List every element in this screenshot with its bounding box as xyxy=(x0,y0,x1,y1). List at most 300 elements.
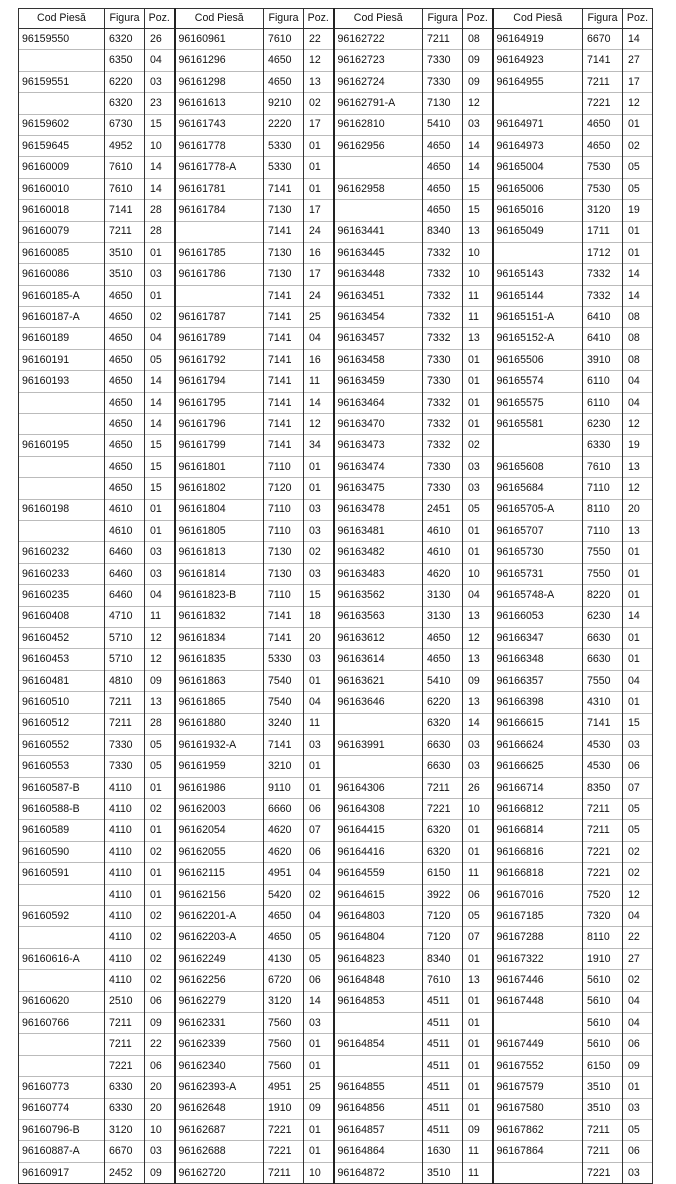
part-code-cell: 96164955 xyxy=(493,71,583,92)
figure-cell: 7141 xyxy=(264,328,304,349)
figure-cell: 7560 xyxy=(264,1012,304,1033)
part-code-cell: 96160481 xyxy=(19,670,105,691)
position-cell: 27 xyxy=(623,948,653,969)
position-cell: 05 xyxy=(623,799,653,820)
position-cell: 01 xyxy=(304,1055,334,1076)
position-cell: 07 xyxy=(463,927,493,948)
part-code-cell: 96161932-A xyxy=(175,734,264,755)
figure-cell: 8110 xyxy=(583,499,623,520)
position-cell: 14 xyxy=(145,414,175,435)
part-code-cell: 96162791-A xyxy=(334,93,423,114)
position-cell: 14 xyxy=(145,157,175,178)
figure-cell: 7211 xyxy=(264,1162,304,1183)
position-cell: 28 xyxy=(145,713,175,734)
figure-cell: 7520 xyxy=(583,884,623,905)
table-row xyxy=(19,71,653,92)
figure-cell: 1711 xyxy=(583,221,623,242)
part-code-cell: 96160620 xyxy=(19,991,105,1012)
part-code-cell: 96161792 xyxy=(175,349,264,370)
part-code-cell: 96167449 xyxy=(493,1034,583,1055)
position-cell: 04 xyxy=(304,906,334,927)
part-code-cell: 96166398 xyxy=(493,692,583,713)
part-code-cell xyxy=(19,884,105,905)
part-code-cell: 96166816 xyxy=(493,841,583,862)
position-cell: 04 xyxy=(463,585,493,606)
table-row xyxy=(19,649,653,670)
position-cell: 01 xyxy=(304,1034,334,1055)
figure-cell: 3120 xyxy=(264,991,304,1012)
figure-cell: 7332 xyxy=(423,242,463,263)
part-code-cell: 96167580 xyxy=(493,1098,583,1119)
table-row xyxy=(19,157,653,178)
position-cell: 14 xyxy=(623,264,653,285)
figure-cell: 7560 xyxy=(264,1034,304,1055)
part-code-cell: 96161784 xyxy=(175,200,264,221)
part-code-cell: 96163470 xyxy=(334,414,423,435)
table-row xyxy=(19,841,653,862)
position-cell: 09 xyxy=(145,1162,175,1183)
part-code-cell: 96164559 xyxy=(334,863,423,884)
position-cell: 12 xyxy=(145,649,175,670)
figure-cell: 6110 xyxy=(583,371,623,392)
figure-cell: 7330 xyxy=(105,734,145,755)
part-code-cell: 96160085 xyxy=(19,242,105,263)
position-cell: 14 xyxy=(145,178,175,199)
part-code-cell: 96161813 xyxy=(175,542,264,563)
part-code-cell: 96160233 xyxy=(19,563,105,584)
position-cell: 04 xyxy=(304,328,334,349)
position-cell: 02 xyxy=(145,927,175,948)
part-code-cell: 96165506 xyxy=(493,349,583,370)
part-code-cell: 96164854 xyxy=(334,1034,423,1055)
figure-cell: 4511 xyxy=(423,1055,463,1076)
figure-cell: 6410 xyxy=(583,328,623,349)
figure-cell: 7130 xyxy=(423,93,463,114)
part-code-cell: 96162249 xyxy=(175,948,264,969)
figure-cell: 2220 xyxy=(264,114,304,135)
figure-cell: 7530 xyxy=(583,157,623,178)
table-row xyxy=(19,435,653,456)
figure-cell: 7332 xyxy=(423,435,463,456)
position-cell: 15 xyxy=(145,456,175,477)
part-code-cell xyxy=(175,285,264,306)
part-code-cell: 96165006 xyxy=(493,178,583,199)
part-code-cell: 96165144 xyxy=(493,285,583,306)
position-cell: 10 xyxy=(463,242,493,263)
part-code-cell xyxy=(493,242,583,263)
position-cell: 06 xyxy=(304,841,334,862)
position-cell: 09 xyxy=(463,1119,493,1140)
part-code-cell xyxy=(19,392,105,413)
table-row xyxy=(19,820,653,841)
part-code-cell: 96159602 xyxy=(19,114,105,135)
figure-cell: 4650 xyxy=(105,285,145,306)
part-code-cell: 96163562 xyxy=(334,585,423,606)
part-code-cell: 96163441 xyxy=(334,221,423,242)
position-cell: 03 xyxy=(304,520,334,541)
position-cell: 03 xyxy=(463,456,493,477)
table-row xyxy=(19,264,653,285)
figure-cell: 4650 xyxy=(583,135,623,156)
part-code-cell xyxy=(19,1034,105,1055)
figure-cell: 7332 xyxy=(423,414,463,435)
position-cell: 12 xyxy=(623,884,653,905)
part-code-cell: 96164306 xyxy=(334,777,423,798)
figure-cell: 6110 xyxy=(583,392,623,413)
position-cell: 03 xyxy=(304,649,334,670)
part-code-cell: 96161835 xyxy=(175,649,264,670)
position-cell: 13 xyxy=(304,71,334,92)
part-code-cell: 96160452 xyxy=(19,627,105,648)
figure-cell: 7221 xyxy=(105,1055,145,1076)
figure-cell: 7211 xyxy=(423,29,463,50)
part-code-cell: 96161794 xyxy=(175,371,264,392)
part-code-cell: 96166347 xyxy=(493,627,583,648)
table-row xyxy=(19,221,653,242)
part-code-cell xyxy=(334,200,423,221)
part-code-cell: 96161778-A xyxy=(175,157,264,178)
position-cell: 01 xyxy=(463,1055,493,1076)
position-header: Poz. xyxy=(145,9,175,29)
part-code-cell: 96166624 xyxy=(493,734,583,755)
part-code-cell: 96163454 xyxy=(334,307,423,328)
part-code-cell xyxy=(334,713,423,734)
position-cell: 14 xyxy=(304,991,334,1012)
position-cell: 03 xyxy=(463,478,493,499)
part-code-cell: 96165152-A xyxy=(493,328,583,349)
part-code-cell: 96160408 xyxy=(19,606,105,627)
position-cell: 02 xyxy=(145,307,175,328)
part-code-cell: 96160589 xyxy=(19,820,105,841)
position-cell: 01 xyxy=(304,157,334,178)
figure-cell: 7332 xyxy=(423,392,463,413)
figure-cell: 4650 xyxy=(583,114,623,135)
part-code-cell: 96160510 xyxy=(19,692,105,713)
position-cell: 11 xyxy=(304,371,334,392)
part-code-cell: 96167862 xyxy=(493,1119,583,1140)
part-code-cell: 96160189 xyxy=(19,328,105,349)
position-cell: 02 xyxy=(145,948,175,969)
position-cell: 02 xyxy=(145,906,175,927)
figure-cell: 4110 xyxy=(105,970,145,991)
part-code-cell: 96160917 xyxy=(19,1162,105,1183)
position-cell: 15 xyxy=(463,200,493,221)
part-code-cell xyxy=(19,1055,105,1076)
part-code-cell: 96163459 xyxy=(334,371,423,392)
position-cell: 11 xyxy=(463,285,493,306)
figure-cell: 3130 xyxy=(423,606,463,627)
part-code-cell: 96163445 xyxy=(334,242,423,263)
figure-cell: 6410 xyxy=(583,307,623,328)
position-cell: 05 xyxy=(145,734,175,755)
position-cell: 10 xyxy=(304,1162,334,1183)
part-code-cell: 96162055 xyxy=(175,841,264,862)
position-cell: 09 xyxy=(463,50,493,71)
position-cell: 05 xyxy=(145,756,175,777)
figure-cell: 7221 xyxy=(264,1141,304,1162)
figure-cell: 4511 xyxy=(423,1034,463,1055)
part-code-cell: 96161799 xyxy=(175,435,264,456)
position-cell: 01 xyxy=(145,863,175,884)
table-row xyxy=(19,777,653,798)
table-row xyxy=(19,585,653,606)
part-code-cell xyxy=(493,435,583,456)
figure-cell: 1712 xyxy=(583,242,623,263)
figure-cell: 4650 xyxy=(105,328,145,349)
part-code-cell xyxy=(19,478,105,499)
figure-cell: 7120 xyxy=(423,927,463,948)
figure-cell: 6730 xyxy=(105,114,145,135)
part-code-cell: 96162393-A xyxy=(175,1077,264,1098)
part-code-cell: 96164857 xyxy=(334,1119,423,1140)
part-code-cell xyxy=(19,970,105,991)
part-code-cell: 96161863 xyxy=(175,670,264,691)
position-cell: 27 xyxy=(623,50,653,71)
position-cell: 14 xyxy=(623,285,653,306)
figure-cell: 4650 xyxy=(423,178,463,199)
figure-cell: 3922 xyxy=(423,884,463,905)
figure-cell: 7141 xyxy=(264,414,304,435)
position-cell: 04 xyxy=(145,585,175,606)
part-code-cell: 96165016 xyxy=(493,200,583,221)
part-code-cell: 96164853 xyxy=(334,991,423,1012)
position-cell: 01 xyxy=(623,542,653,563)
position-cell: 01 xyxy=(145,242,175,263)
part-code-cell: 96161296 xyxy=(175,50,264,71)
figure-cell: 7141 xyxy=(264,178,304,199)
part-code-cell: 96162256 xyxy=(175,970,264,991)
part-code-cell: 96165004 xyxy=(493,157,583,178)
part-code-cell: 96161802 xyxy=(175,478,264,499)
figure-cell: 7141 xyxy=(264,349,304,370)
parts-index-table xyxy=(18,8,653,1184)
position-header: Poz. xyxy=(304,9,334,29)
table-row xyxy=(19,692,653,713)
figure-cell: 5710 xyxy=(105,627,145,648)
figure-cell: 4620 xyxy=(423,563,463,584)
table-row xyxy=(19,1119,653,1140)
position-cell: 09 xyxy=(463,670,493,691)
part-code-cell: 96165581 xyxy=(493,414,583,435)
figure-header: Figura xyxy=(583,9,623,29)
figure-cell: 7141 xyxy=(264,627,304,648)
part-code-cell: 96160887-A xyxy=(19,1141,105,1162)
position-cell: 11 xyxy=(304,713,334,734)
position-cell: 22 xyxy=(623,927,653,948)
position-cell: 17 xyxy=(304,200,334,221)
figure-cell: 6320 xyxy=(423,820,463,841)
position-cell: 11 xyxy=(463,1162,493,1183)
position-cell: 01 xyxy=(463,349,493,370)
part-code-cell: 96163612 xyxy=(334,627,423,648)
figure-cell: 4650 xyxy=(105,414,145,435)
part-code-cell: 96161785 xyxy=(175,242,264,263)
figure-cell: 2510 xyxy=(105,991,145,1012)
position-cell: 28 xyxy=(145,200,175,221)
figure-cell: 4110 xyxy=(105,948,145,969)
part-code-cell: 96167322 xyxy=(493,948,583,969)
position-cell: 01 xyxy=(304,670,334,691)
part-code-cell: 96160193 xyxy=(19,371,105,392)
figure-cell: 7211 xyxy=(105,692,145,713)
figure-cell: 6330 xyxy=(105,1077,145,1098)
figure-cell: 5610 xyxy=(583,991,623,1012)
figure-cell: 7320 xyxy=(583,906,623,927)
position-cell: 06 xyxy=(623,1034,653,1055)
table-row xyxy=(19,1012,653,1033)
table-row xyxy=(19,414,653,435)
part-code-cell: 96167016 xyxy=(493,884,583,905)
figure-header: Figura xyxy=(423,9,463,29)
part-code-cell: 96160512 xyxy=(19,713,105,734)
part-code-cell: 96160235 xyxy=(19,585,105,606)
position-cell: 14 xyxy=(145,371,175,392)
position-cell: 11 xyxy=(463,307,493,328)
figure-cell: 4110 xyxy=(105,841,145,862)
part-code-cell: 96161834 xyxy=(175,627,264,648)
position-cell: 01 xyxy=(623,1077,653,1098)
figure-cell: 4650 xyxy=(264,71,304,92)
position-cell: 02 xyxy=(463,435,493,456)
table-row xyxy=(19,307,653,328)
figure-cell: 9110 xyxy=(264,777,304,798)
position-cell: 03 xyxy=(463,114,493,135)
part-code-cell: 96160961 xyxy=(175,29,264,50)
position-cell: 07 xyxy=(304,820,334,841)
part-code-cell: 96160773 xyxy=(19,1077,105,1098)
part-code-cell: 96165707 xyxy=(493,520,583,541)
position-cell: 01 xyxy=(145,520,175,541)
part-code-cell: 96163448 xyxy=(334,264,423,285)
figure-cell: 6320 xyxy=(105,93,145,114)
position-cell: 13 xyxy=(145,692,175,713)
part-code-cell: 96162340 xyxy=(175,1055,264,1076)
position-cell: 03 xyxy=(145,264,175,285)
table-row xyxy=(19,1098,653,1119)
part-code-cell: 96165574 xyxy=(493,371,583,392)
figure-cell: 7211 xyxy=(583,1141,623,1162)
position-cell: 02 xyxy=(623,970,653,991)
figure-cell: 7110 xyxy=(264,499,304,520)
figure-cell: 4110 xyxy=(105,906,145,927)
position-cell: 03 xyxy=(145,542,175,563)
position-cell: 01 xyxy=(304,456,334,477)
position-cell: 10 xyxy=(463,563,493,584)
figure-cell: 7221 xyxy=(583,863,623,884)
part-code-cell: 96160010 xyxy=(19,178,105,199)
position-cell: 06 xyxy=(304,799,334,820)
part-code-cell: 96167446 xyxy=(493,970,583,991)
position-cell: 01 xyxy=(463,414,493,435)
figure-cell: 1910 xyxy=(264,1098,304,1119)
position-cell: 23 xyxy=(145,93,175,114)
figure-cell: 4511 xyxy=(423,1119,463,1140)
position-cell: 02 xyxy=(304,542,334,563)
figure-cell: 6230 xyxy=(583,606,623,627)
part-code-cell: 96163451 xyxy=(334,285,423,306)
position-cell: 12 xyxy=(463,93,493,114)
part-code-cell: 96161805 xyxy=(175,520,264,541)
part-code-cell: 96165608 xyxy=(493,456,583,477)
position-cell: 13 xyxy=(463,606,493,627)
position-cell: 12 xyxy=(463,627,493,648)
figure-cell: 6220 xyxy=(423,692,463,713)
table-row xyxy=(19,242,653,263)
figure-cell: 4620 xyxy=(264,841,304,862)
figure-cell: 1630 xyxy=(423,1141,463,1162)
figure-cell: 7141 xyxy=(264,435,304,456)
part-code-header: Cod Piesă xyxy=(19,9,105,29)
position-cell: 04 xyxy=(623,371,653,392)
figure-cell: 4610 xyxy=(423,542,463,563)
part-code-cell: 96163474 xyxy=(334,456,423,477)
position-cell: 13 xyxy=(623,456,653,477)
position-cell: 05 xyxy=(623,178,653,199)
position-cell: 06 xyxy=(623,1141,653,1162)
figure-cell: 6320 xyxy=(105,29,145,50)
figure-cell: 4650 xyxy=(423,157,463,178)
figure-cell: 4650 xyxy=(105,307,145,328)
figure-cell: 7332 xyxy=(583,285,623,306)
position-cell: 06 xyxy=(145,1055,175,1076)
part-code-cell: 96164856 xyxy=(334,1098,423,1119)
position-cell: 08 xyxy=(463,29,493,50)
part-code-cell: 96162331 xyxy=(175,1012,264,1033)
position-cell: 01 xyxy=(623,692,653,713)
table-row xyxy=(19,1162,653,1183)
figure-cell: 7120 xyxy=(264,478,304,499)
position-cell: 16 xyxy=(304,242,334,263)
position-cell: 17 xyxy=(304,114,334,135)
part-code-cell xyxy=(334,157,423,178)
position-cell: 05 xyxy=(304,927,334,948)
position-header: Poz. xyxy=(463,9,493,29)
position-cell: 08 xyxy=(623,328,653,349)
table-row xyxy=(19,200,653,221)
part-code-cell: 96165575 xyxy=(493,392,583,413)
figure-cell: 4650 xyxy=(264,906,304,927)
figure-cell: 6460 xyxy=(105,542,145,563)
position-cell: 11 xyxy=(145,606,175,627)
table-row xyxy=(19,328,653,349)
position-cell: 01 xyxy=(463,520,493,541)
position-cell: 06 xyxy=(145,991,175,1012)
figure-cell: 8340 xyxy=(423,221,463,242)
figure-cell: 7332 xyxy=(423,328,463,349)
part-code-cell: 96161778 xyxy=(175,135,264,156)
figure-cell: 7120 xyxy=(423,906,463,927)
part-code-cell: 96166814 xyxy=(493,820,583,841)
figure-cell: 7110 xyxy=(264,456,304,477)
table-row xyxy=(19,863,653,884)
position-cell: 24 xyxy=(304,285,334,306)
part-code-cell: 96162956 xyxy=(334,135,423,156)
part-code-cell: 96161804 xyxy=(175,499,264,520)
position-cell: 22 xyxy=(145,1034,175,1055)
part-code-cell: 96166714 xyxy=(493,777,583,798)
part-code-cell xyxy=(493,1012,583,1033)
part-code-cell: 96166348 xyxy=(493,649,583,670)
position-cell: 01 xyxy=(145,884,175,905)
figure-cell: 7540 xyxy=(264,692,304,713)
table-row xyxy=(19,349,653,370)
figure-cell: 5330 xyxy=(264,649,304,670)
position-cell: 14 xyxy=(463,135,493,156)
table-row xyxy=(19,1055,653,1076)
figure-cell: 7610 xyxy=(583,456,623,477)
part-code-cell: 96165049 xyxy=(493,221,583,242)
position-cell: 01 xyxy=(623,242,653,263)
